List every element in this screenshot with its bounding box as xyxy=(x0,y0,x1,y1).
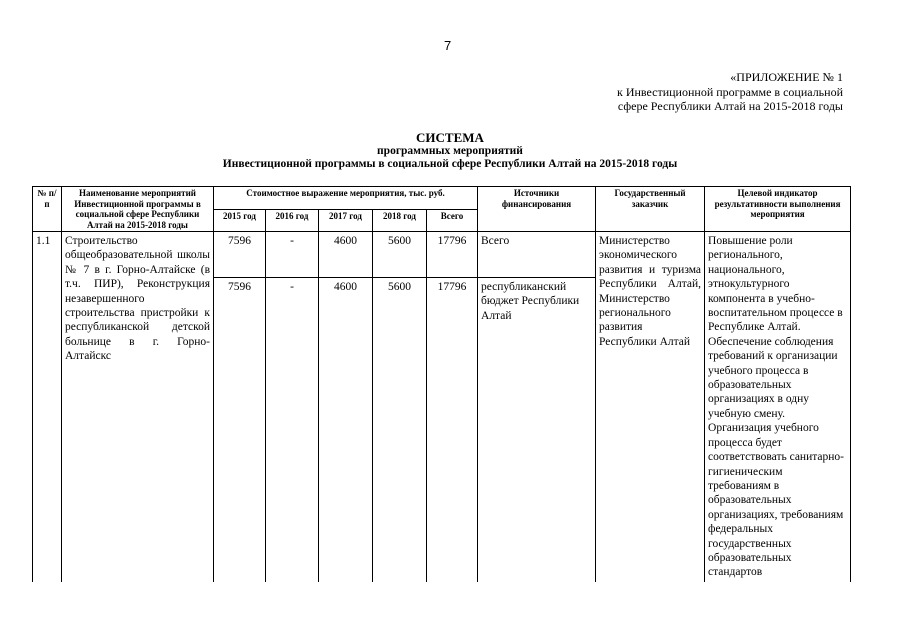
header-num: № п/п xyxy=(33,187,62,232)
header-customer: Государственный заказчик xyxy=(596,187,705,232)
appendix-line-3: сфере Республики Алтай на 2015-2018 годы xyxy=(617,99,843,113)
cell-source-total: Всего xyxy=(478,232,596,278)
page-number: 7 xyxy=(444,38,452,53)
cell-sum-total: 17796 xyxy=(427,232,478,278)
header-year-2017: 2017 год xyxy=(319,209,373,232)
header-indicator: Целевой индикатор результативности выполнения мероприятия xyxy=(705,187,851,232)
header-name: Наименование мероприятий Инвестиционной программы в социальной сфере Республики Алтай на 2015-2018 годы xyxy=(62,187,214,232)
header-cost: Стоимостное выражение мероприятия, тыс. руб. xyxy=(214,187,478,210)
cell-2015-total: 7596 xyxy=(214,232,266,278)
header-year-2018: 2018 год xyxy=(373,209,427,232)
heading-title: СИСТЕМА xyxy=(416,130,484,145)
header-year-2015: 2015 год xyxy=(214,209,266,232)
appendix-note xyxy=(617,70,843,114)
row-num: 1.1 xyxy=(33,232,62,582)
appendix-line-2: к Инвестиционной программе в социальной xyxy=(617,84,843,99)
appendix-line-1: «ПРИЛОЖЕНИЕ № 1 xyxy=(730,70,843,84)
header-sources: Источники финансирования xyxy=(478,187,596,232)
cell-2016-budget: - xyxy=(266,277,319,582)
table-row xyxy=(33,232,851,278)
heading-subtitle: программных мероприятий xyxy=(377,145,523,157)
cell-2016-total: - xyxy=(266,232,319,278)
document-heading xyxy=(150,131,750,171)
heading-program: Инвестиционной программы в социальной сфере Республики Алтай на 2015-2018 годы xyxy=(222,158,678,170)
cell-2015-budget: 7596 xyxy=(214,277,266,582)
cell-2017-total: 4600 xyxy=(319,232,373,278)
cell-sum-budget: 17796 xyxy=(427,277,478,582)
cell-source-budget: республиканский бюджет Республики Алтай xyxy=(478,277,596,582)
cell-2018-budget: 5600 xyxy=(373,277,427,582)
measures-table xyxy=(32,186,851,582)
header-year-2016: 2016 год xyxy=(266,209,319,232)
row-measure-name: Строительство общеобразовательной школы № 7 в г. Горно-Алтайске (в т.ч. ПИР), Реконструкция незавершенного строительства пристройки к республиканской детской больнице в г. Горно-Алтайскс xyxy=(62,232,214,582)
row-indicator: Повышение роли регионального, национального, этнокультурного компонента в учебно-воспитательном процессе в Республике Алтай. Обеспечение соблюдения требований к организации учебного процесса в образовательных организациях в одну учебную смену. Организация учебного процесса будет соответствовать санитарно-гигиеническим требованиям в образовательных организациях, требованиям федеральных государственных образовательных стандартов xyxy=(705,232,851,582)
row-customer: Министерство экономического развития и туризма Республики Алтай, Министерство регионального развития Республики Алтай xyxy=(596,232,705,582)
cell-2018-total: 5600 xyxy=(373,232,427,278)
header-total: Всего xyxy=(427,209,478,232)
cell-2017-budget: 4600 xyxy=(319,277,373,582)
